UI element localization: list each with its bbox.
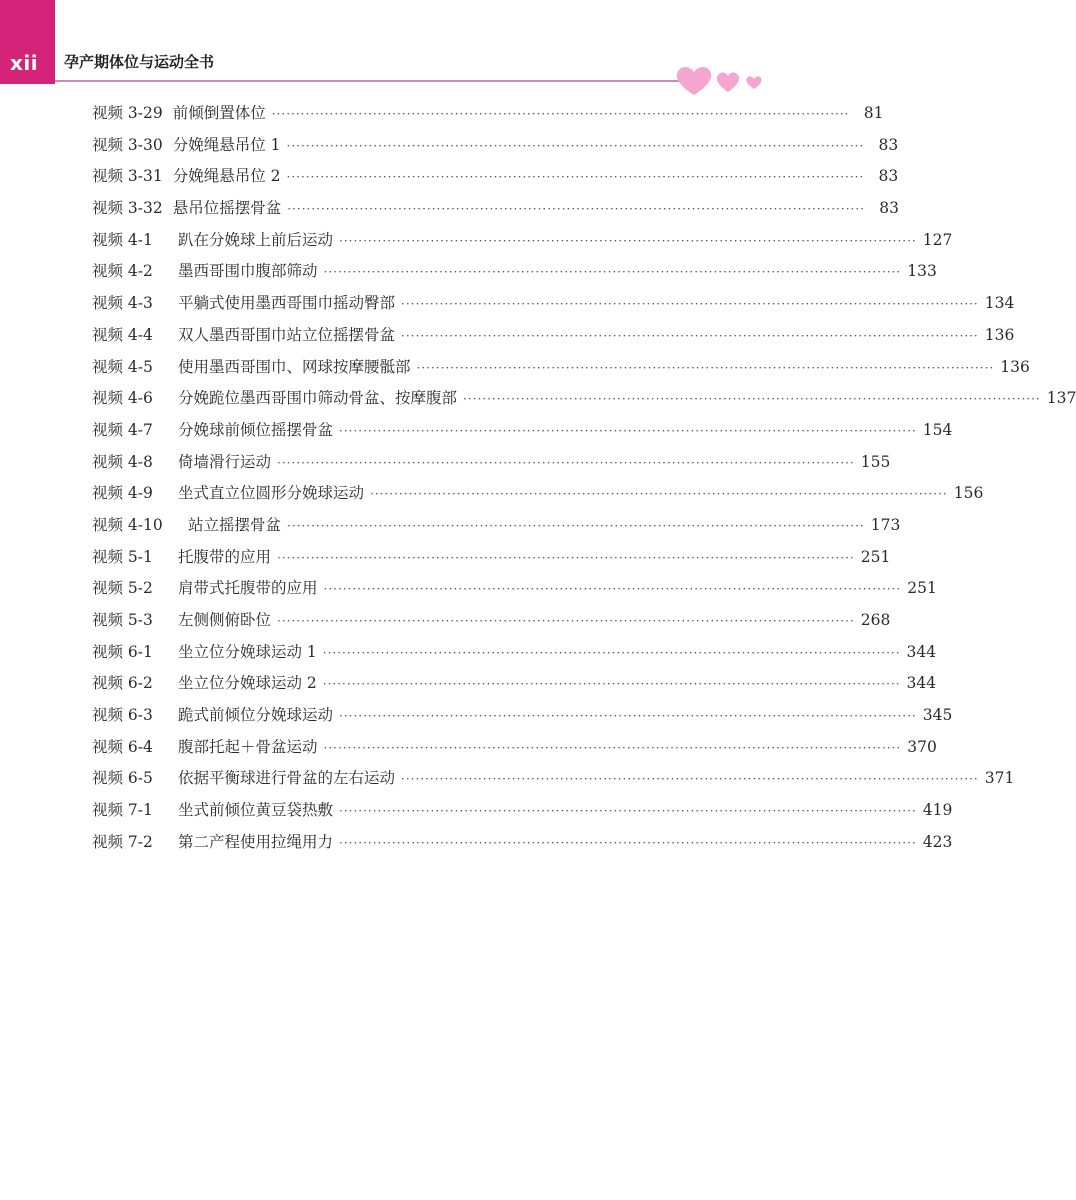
toc-entry-title: 墨西哥围巾腹部筛动 [178,262,318,281]
toc-entry-title: 双人墨西哥围巾站立位摇摆骨盆 [178,325,396,344]
toc-entry-label: 视频 4-3 [92,294,153,313]
toc-entry-label: 视频 6-2 [92,674,153,693]
toc-entry-leader: ························································································································ [339,709,917,724]
video-toc-list [92,98,1076,859]
toc-entry[interactable] [92,288,1015,320]
toc-entry-label: 视频 3-31 [92,167,163,186]
toc-entry-page: 370 [907,737,937,756]
medium-heart-icon [717,72,739,92]
toc-entry-page: 136 [1000,357,1030,376]
toc-entry-leader: ························································································································ [322,677,901,692]
small-heart-icon [746,76,761,89]
toc-entry-title: 分娩跪位墨西哥围巾筛动骨盆、按摩腹部 [178,389,458,408]
toc-entry-leader: ························································································································ [463,392,1041,407]
toc-entry-label: 视频 7-1 [92,801,153,820]
toc-entry-page: 81 [863,104,884,122]
toc-entry-label: 视频 7-2 [92,832,153,851]
toc-entry-leader: ························································································································ [323,582,902,597]
toc-entry-leader: ························································································································ [401,772,979,787]
toc-entry-title: 左侧侧俯卧位 [178,611,272,629]
toc-entry-leader: ························································································································ [401,328,979,343]
toc-entry-label: 视频 4-2 [92,262,153,281]
toc-entry-page: 83 [878,167,899,186]
toc-entry[interactable] [92,637,937,669]
toc-entry-label: 视频 4-10 [92,515,163,534]
toc-entry-label: 视频 4-4 [92,325,153,344]
toc-entry[interactable] [92,795,953,827]
toc-entry-title: 坐立位分娩球运动 2 [178,674,317,693]
toc-entry-title: 分娩绳悬吊位 1 [172,135,281,154]
toc-entry-leader: ························································································································ [339,233,917,248]
toc-entry-leader: ························································································································ [401,297,979,312]
toc-entry-page: 251 [907,579,937,598]
toc-entry-title: 坐式直立位圆形分娩球运动 [178,484,365,503]
toc-entry[interactable] [92,827,953,859]
toc-entry-page: 173 [870,515,901,534]
toc-entry-label: 视频 4-1 [92,230,153,249]
toc-entry[interactable] [92,668,937,700]
toc-entry-page: 83 [878,135,899,154]
toc-entry[interactable] [92,510,901,542]
toc-entry[interactable] [92,478,984,510]
toc-entry-label: 视频 4-7 [92,420,153,439]
toc-entry-leader: ························································································································ [286,170,865,185]
toc-entry-label: 视频 6-4 [92,737,153,756]
toc-entry-title: 使用墨西哥围巾、网球按摩腰骶部 [178,357,411,376]
toc-entry[interactable] [92,383,1076,415]
toc-entry[interactable] [92,130,899,162]
toc-entry[interactable] [92,763,1015,795]
toc-entry-page: 345 [922,706,953,725]
toc-entry-title: 第二产程使用拉绳用力 [178,832,334,851]
toc-entry-title: 依据平衡球进行骨盆的左右运动 [178,769,396,788]
toc-entry-title: 坐式前倾位黄豆袋热敷 [178,801,334,820]
toc-entry-page: 251 [860,547,891,566]
toc-entry[interactable] [92,573,937,605]
toc-entry-leader: ························································································································ [322,645,901,660]
toc-entry-leader: ························································································································ [416,360,995,375]
toc-entry[interactable] [92,256,937,288]
toc-entry-label: 视频 4-6 [92,389,153,408]
toc-entry-page: 127 [922,230,953,249]
toc-entry-page: 344 [906,674,937,693]
toc-entry-label: 视频 4-9 [92,484,153,503]
toc-entry-page: 419 [922,801,953,820]
toc-entry-leader: ························································································································ [323,740,902,755]
toc-entry-label: 视频 3-29 [92,104,163,122]
toc-entry-leader: ························································································································ [277,614,855,628]
toc-entry[interactable] [92,415,953,447]
toc-entry-title: 跪式前倾位分娩球运动 [178,706,334,725]
toc-entry-leader: ························································································································ [323,265,902,280]
toc-entry-leader: ························································································································ [277,550,855,565]
toc-entry-title: 托腹带的应用 [178,547,272,566]
toc-entry-leader: ························································································································ [339,423,917,438]
toc-entry[interactable] [92,542,891,574]
toc-entry-label: 视频 6-3 [92,706,153,725]
toc-entry-title: 分娩绳悬吊位 2 [172,167,281,186]
large-heart-icon [677,67,711,95]
toc-entry-leader: ························································································································ [271,107,850,121]
toc-entry[interactable] [92,605,891,637]
toc-entry-label: 视频 5-2 [92,579,153,598]
toc-entry-page: 136 [984,325,1015,344]
toc-entry[interactable] [92,225,953,257]
toc-entry-label: 视频 3-30 [92,135,163,154]
toc-entry[interactable] [92,732,937,764]
toc-entry-title: 倚墙滑行运动 [178,452,272,471]
page-number: xii [10,51,39,75]
toc-entry-leader: ························································································································ [287,202,865,217]
toc-entry-leader: ························································································································ [339,835,917,850]
toc-entry-label: 视频 5-1 [92,547,153,566]
toc-entry-leader: ························································································································ [339,804,917,819]
toc-entry[interactable] [92,447,891,479]
toc-entry-title: 趴在分娩球上前后运动 [178,230,334,249]
toc-entry-title: 悬吊位摇摆骨盆 [172,199,282,218]
toc-entry-leader: ························································································································ [287,518,865,533]
toc-entry-label: 视频 4-5 [92,357,153,376]
toc-entry-leader: ························································································································ [286,138,865,153]
toc-entry[interactable] [92,98,884,130]
toc-entry-title: 前倾倒置体位 [172,104,266,122]
toc-entry[interactable] [92,161,899,193]
toc-entry-label: 视频 4-8 [92,452,153,471]
toc-entry-page: 156 [953,484,984,503]
toc-entry-page: 344 [906,642,937,661]
toc-entry-label: 视频 6-5 [92,769,153,788]
hearts-decoration-icon [672,64,768,100]
toc-entry[interactable] [92,320,1015,352]
toc-entry-label: 视频 3-32 [92,199,163,218]
toc-entry-leader: ························································································································ [370,487,948,502]
toc-entry-label: 视频 6-1 [92,642,153,661]
toc-entry-page: 154 [922,420,953,439]
toc-entry-page: 423 [922,832,953,851]
toc-entry[interactable] [92,352,1030,384]
toc-entry-page: 268 [860,611,891,629]
toc-entry-page: 155 [860,452,891,471]
toc-entry-title: 站立摇摆骨盆 [188,515,282,534]
toc-entry-page: 371 [984,769,1015,788]
toc-entry-label: 视频 5-3 [92,611,153,629]
toc-entry[interactable] [92,193,899,225]
toc-entry-title: 分娩球前倾位摇摆骨盆 [178,420,334,439]
toc-entry-title: 腹部托起＋骨盆运动 [178,737,318,756]
toc-entry-title: 平躺式使用墨西哥围巾摇动臀部 [178,294,396,313]
toc-entry-title: 肩带式托腹带的应用 [178,579,318,598]
toc-entry-leader: ························································································································ [277,455,855,470]
book-title: 孕产期体位与运动全书 [64,53,215,71]
toc-entry-page: 133 [907,262,937,281]
toc-entry-page: 137 [1046,389,1076,408]
header-rule [55,80,695,82]
toc-entry-page: 83 [879,199,899,218]
toc-entry[interactable] [92,700,953,732]
toc-entry-page: 134 [984,294,1015,313]
toc-entry-title: 坐立位分娩球运动 1 [178,642,317,661]
page-number-tab [0,0,55,84]
